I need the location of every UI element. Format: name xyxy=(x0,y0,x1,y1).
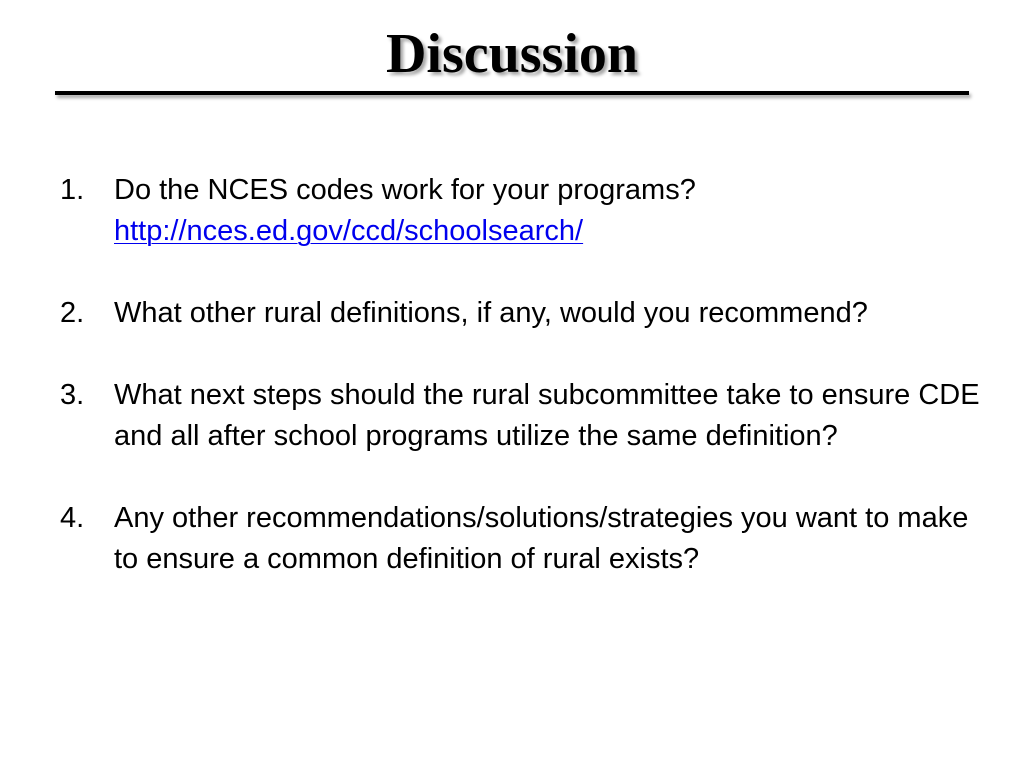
question-item-3 xyxy=(60,375,980,457)
question-text: Do the NCES codes work for your programs? xyxy=(114,174,696,206)
slide-title: Discussion xyxy=(385,23,639,85)
question-item-1 xyxy=(60,170,980,252)
discussion-question-list xyxy=(60,170,980,621)
title-divider xyxy=(55,91,969,95)
question-number: 4. xyxy=(60,502,85,534)
question-text: What next steps should the rural subcommittee take to ensure CDE and all after school programs utilize the same definition? xyxy=(114,379,980,452)
nces-school-search-link[interactable]: http://nces.ed.gov/ccd/schoolsearch/ xyxy=(114,215,584,247)
question-item-2 xyxy=(60,293,980,334)
question-number: 1. xyxy=(60,174,85,206)
question-text: Any other recommendations/solutions/strategies you want to make to ensure a common definition of rural exists? xyxy=(114,502,969,575)
question-number: 2. xyxy=(60,297,85,329)
question-text: What other rural definitions, if any, would you recommend? xyxy=(114,297,868,329)
question-item-4 xyxy=(60,498,980,580)
question-number: 3. xyxy=(60,379,85,411)
